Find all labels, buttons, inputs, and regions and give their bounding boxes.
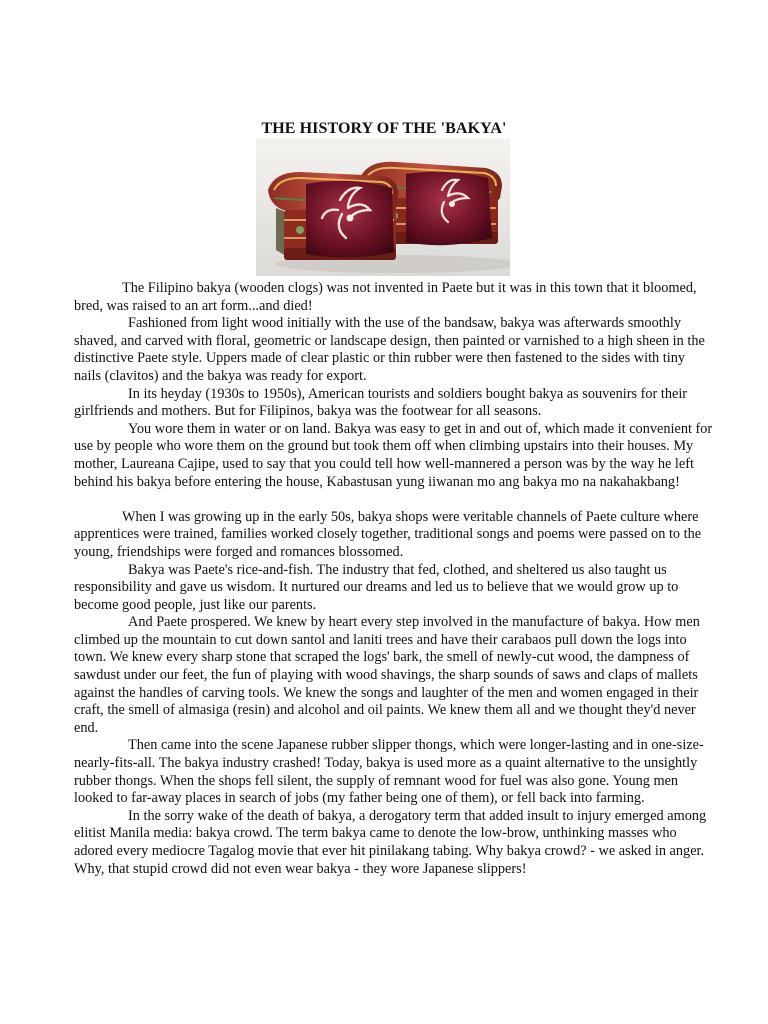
document-body <box>74 280 714 878</box>
bakya-clogs-photo <box>256 138 510 276</box>
paragraph: In the sorry wake of the death of bakya, a derogatory term that added insult to injury emerged among elitist Manila media: bakya crowd. The term bakya came to denote the low-brow, unthinking masses who adored every mediocre Tagalog movie that ever hit pinilakang tabing. Why bakya crowd? - we asked in anger. Why, that stupid crowd did not even wear bakya - they wore Japanese slippers! <box>74 807 707 877</box>
paragraph: You wore them in water or on land. Bakya was easy to get in and out of, which made it convenient for use by people who wore them on the ground but took them off when climbing upstairs into their houses. My mother, Laureana Cajipe, used to say that you could tell how well-mannered a person was by the way he left behind his bakya before entering the house, Kabastusan yung iiwanan mo ang bakya mo na nakahakbang! <box>74 420 713 490</box>
paragraph-gap <box>74 491 714 509</box>
paragraph: When I was growing up in the early 50s, bakya shops were veritable channels of Paete culture where apprentices were trained, families worked closely together, traditional songs and poems were passed on to the young, friendships were forged and romances blossomed. <box>74 508 702 560</box>
paragraph: In its heyday (1930s to 1950s), American tourists and soldiers bought bakya as souvenirs for their girlfriends and mothers. But for Filipinos, bakya was the footwear for all seasons. <box>74 385 688 420</box>
paragraph: Bakya was Paete's rice-and-fish. The industry that fed, clothed, and sheltered us also taught us responsibility and gave us wisdom. It nurtured our dreams and led us to believe that we would grow up to become good people, just like our parents. <box>74 561 679 613</box>
paragraph: Then came into the scene Japanese rubber slipper thongs, which were longer-lasting and in one-size-nearly-fits-all. The bakya industry crashed! Today, bakya is used more as a quaint alternative to the unsightly rubber thongs. When the shops fell silent, the supply of remnant wood for fuel was also gone. Young men looked to far-away places in search of jobs (my father being one of them), or fell back into farming. <box>74 737 704 807</box>
paragraph: The Filipino bakya (wooden clogs) was not invented in Paete but it was in this town that it bloomed, bred, was raised to an art form...and died! <box>74 280 697 314</box>
document-title: THE HISTORY OF THE 'BAKYA' <box>261 120 507 137</box>
paragraph: And Paete prospered. We knew by heart every step involved in the manufacture of bakya. How men climbed up the mountain to cut down santol and laniti trees and have their carabaos pull down the logs into town. We knew every sharp stone that scraped the logs' bark, the smell of newly-cut wood, the dampness of sawdust under our feet, the fun of playing with wood shavings, the sharp sounds of saws and claps of mallets against the handles of carving tools. We knew the songs and laughter of the men and women engaged in their craft, the smell of almasiga (resin) and alcohol and oil paints. We knew them all and we thought they'd never end. <box>74 614 700 736</box>
paragraph: Fashioned from light wood initially with the use of the bandsaw, bakya was afterwards smoothly shaved, and carved with floral, geometric or landscape design, then painted or varnished to a high sheen in the distinctive Paete style. Uppers made of clear plastic or thin rubber were then fastened to the sides with tiny nails (clavitos) and the bakya was ready for export. <box>74 315 705 384</box>
